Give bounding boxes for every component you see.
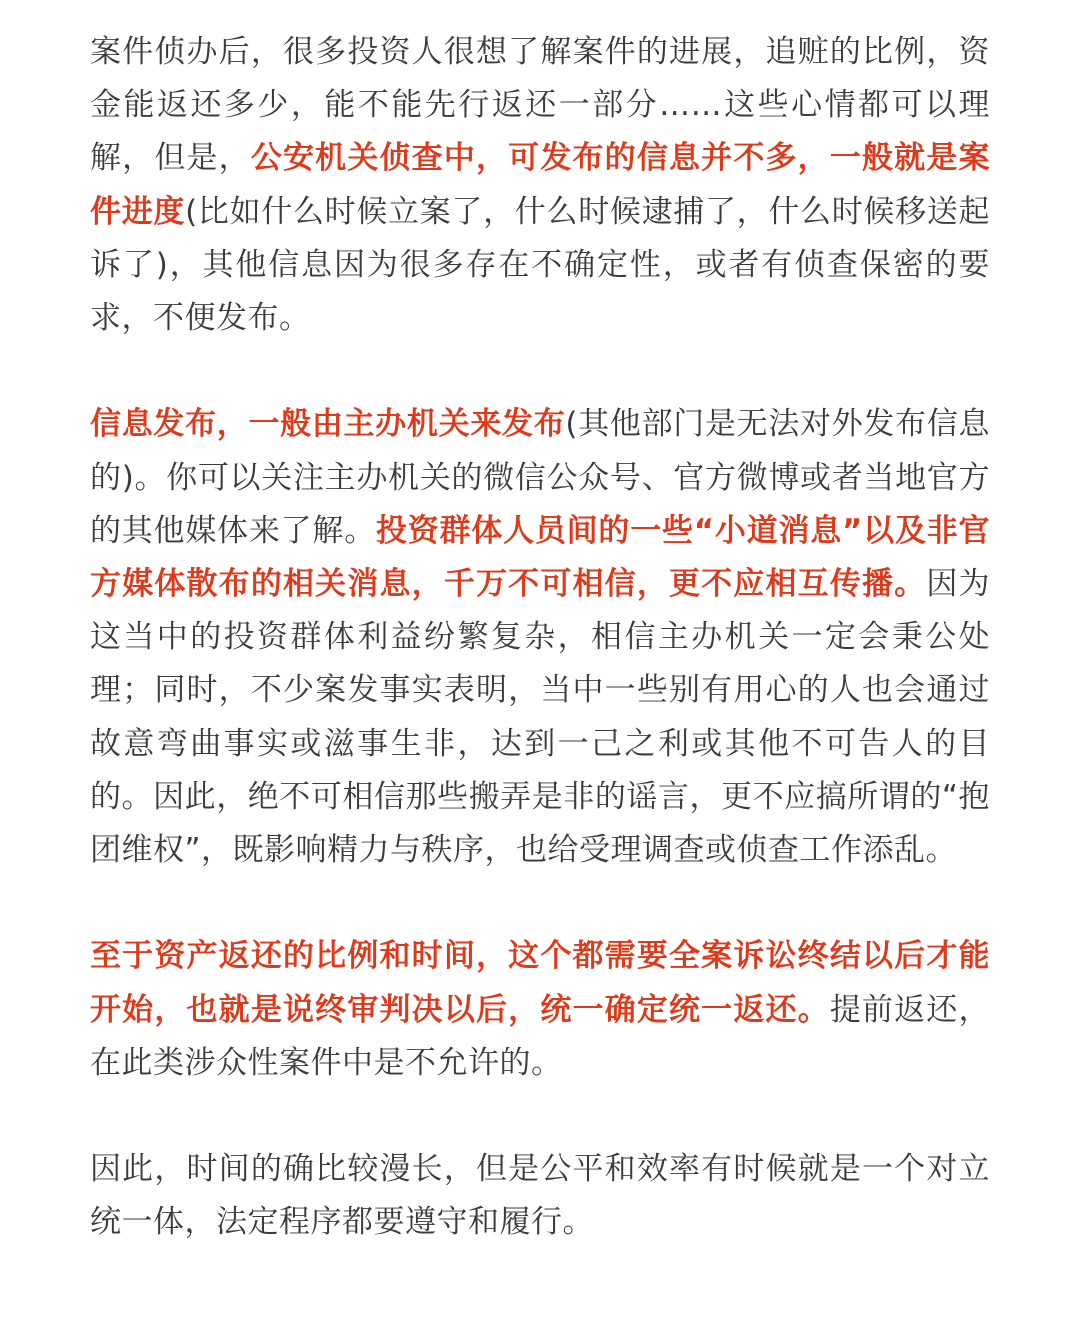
text-segment: (比如什么时候立案了，什么时候逮捕了，什么时候移送起诉了)，其他信息因为很多存在不确定性，或者有侦查保密的要求，不便发布。 <box>90 193 991 337</box>
text-segment: 提前返还，在此类涉众性案件中是不允许的。 <box>90 991 991 1081</box>
highlighted-text: 投资群体人员间的一些“小道消息”以及非官方媒体散布的相关消息，千万不可相信，更不应相互传播。 <box>90 512 991 603</box>
paragraph-spacer <box>90 877 990 930</box>
paragraph-spacer <box>90 1090 990 1143</box>
paragraph-spacer <box>90 345 990 398</box>
paragraph-information-release <box>90 398 990 877</box>
highlighted-text: 信息发布，一般由主办机关来发布 <box>90 406 566 443</box>
article-body <box>90 26 990 1250</box>
text-segment: 案件侦办后，很多投资人很想了解案件的进展，追赃的比例，资金能返还多少，能不能先行返还一部分……这些心情都可以理解，但是， <box>90 34 990 177</box>
highlighted-text: 至于资产返还的比例和时间，这个都需要全案诉讼终结以后才能开始，也就是说终审判决以后，统一确定统一返还。 <box>90 938 990 1028</box>
paragraph-conclusion <box>90 1143 990 1249</box>
text-segment: 因此，时间的确比较漫长，但是公平和效率有时候就是一个对立统一体，法定程序都要遵守和履行。 <box>90 1151 990 1241</box>
highlighted-text: 公安机关侦查中，可发布的信息并不多，一般就是案件进度 <box>90 140 991 230</box>
paragraph-case-progress <box>90 26 990 345</box>
paragraph-asset-return <box>90 930 990 1090</box>
text-segment: 因为这当中的投资群体利益纷繁复杂，相信主办机关一定会秉公处理；同时，不少案发事实表明，当中一些别有用心的人也会通过故意弯曲事实或滋事生非，达到一己之利或其他不可告人的目的。因此，绝不可相信那些搬弄是非的谣言，更不应搞所谓的“抱团维权”，既影响精力与秩序，也给受理调查或侦查工作添乱。 <box>90 566 991 869</box>
text-segment: (其他部门是无法对外发布信息的)。你可以关注主办机关的微信公众号、官方微博或者当地官方的其他媒体来了解。 <box>90 406 991 549</box>
